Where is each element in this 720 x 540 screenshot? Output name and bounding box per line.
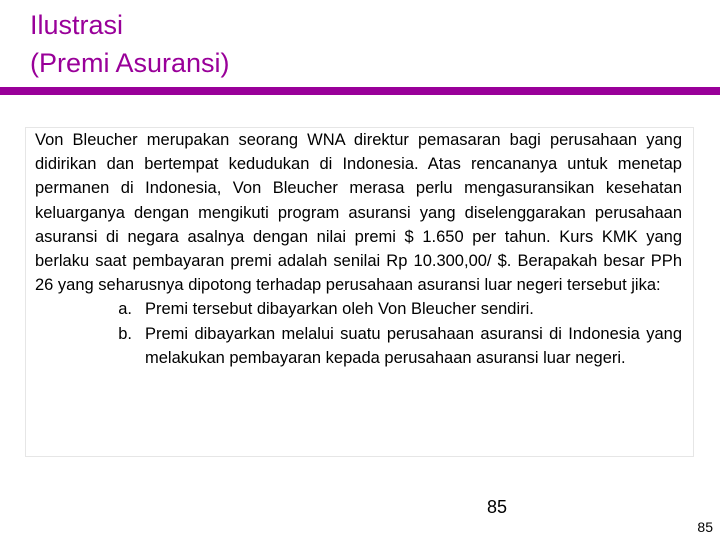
title-line-1: Ilustrasi	[30, 10, 124, 40]
list-marker: a.	[118, 300, 132, 319]
list-item	[35, 297, 682, 321]
title-line-2: (Premi Asuransi)	[30, 48, 230, 78]
list-marker: b.	[118, 324, 132, 343]
title-divider	[0, 87, 720, 95]
list-item	[35, 322, 682, 370]
question-list	[35, 297, 682, 370]
list-item-text: Premi dibayarkan melalui suatu perusahaan asuransi di Indonesia yang melakukan pembayaran kepada perusahaan asuransi luar negeri.	[145, 324, 682, 367]
slide-title	[30, 6, 230, 82]
page-number: 85	[487, 497, 508, 517]
content-box	[25, 127, 694, 457]
list-item-text: Premi tersebut dibayarkan oleh Von Bleucher sendiri.	[145, 300, 534, 319]
illustration-paragraph: Von Bleucher merupakan seorang WNA direktur pemasaran bagi perusahaan yang didirikan dan bertempat kedudukan di Indonesia. Atas rencananya untuk menetap permanen di Indonesia, Von Bleucher merasa perlu mengasuransikan kesehatan keluarganya dengan mengikuti program asuransi yang diselenggarakan perusahaan asuransi di negara asalnya dengan nilai premi $ 1.650 per tahun. Kurs KMK yang berlaku saat pembayaran premi adalah senilai Rp 10.300,00/ $. Berapakah besar PPh 26 yang seharusnya dipotong terhadap perusahaan asuransi luar negeri tersebut jika:	[35, 131, 682, 295]
slide-number: 85	[697, 519, 713, 535]
